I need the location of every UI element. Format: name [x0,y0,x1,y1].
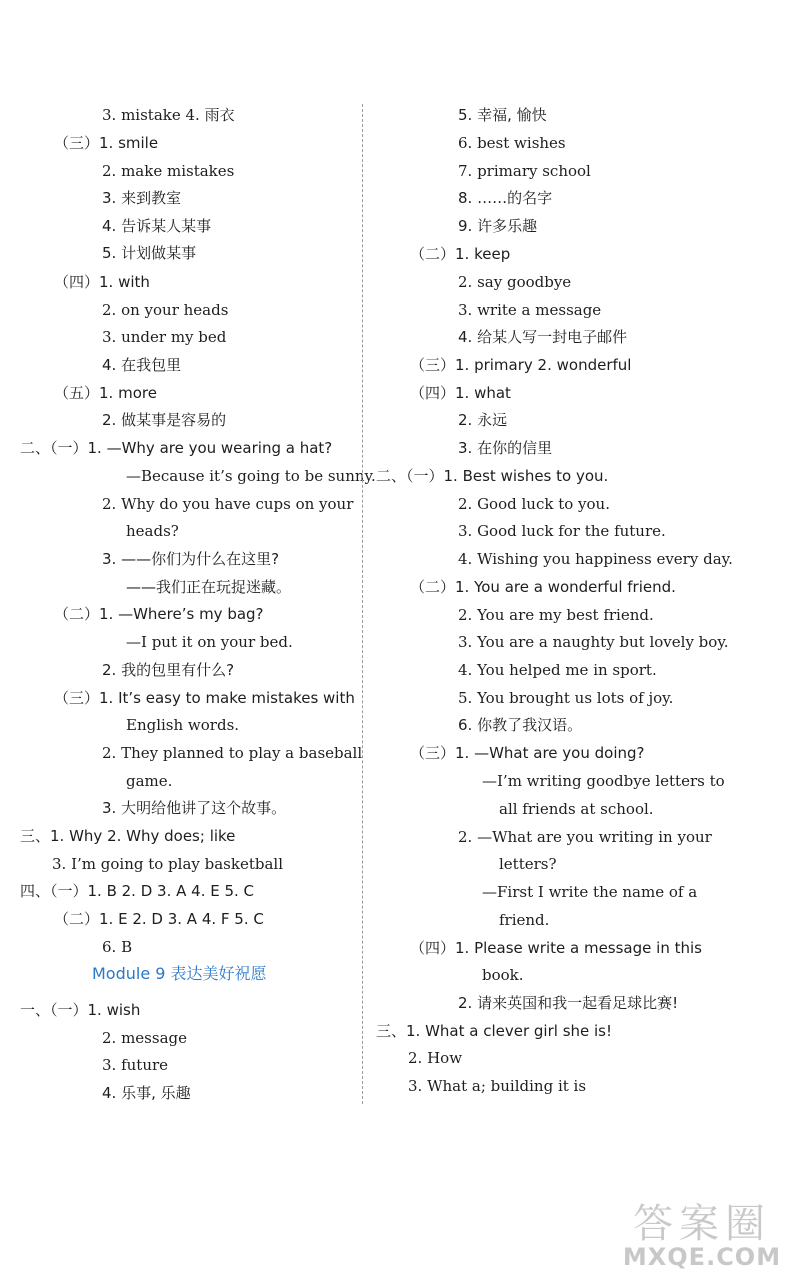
answer-line: （三）1. It’s easy to make mistakes with [54,689,355,707]
answer-line: —I’m writing goodbye letters to [482,772,725,790]
answer-line: 5. You brought us lots of joy. [458,689,674,707]
answer-line: 2. message [102,1029,187,1047]
answer-line: game. [126,772,173,790]
answer-line: friend. [499,911,550,929]
answer-line: （二）1. You are a wonderful friend. [410,578,676,596]
answer-line: 6. B [102,938,133,956]
answer-line: English words. [126,716,240,734]
answer-line: —First I write the name of a [482,883,698,901]
answer-line: 4. 乐事, 乐趣 [102,1084,191,1102]
answer-line: （三）1. —What are you doing? [410,744,645,762]
answer-line: 2. You are my best friend. [458,606,654,624]
answer-line: （五）1. more [54,384,157,402]
answer-line: 6. best wishes [458,134,566,152]
watermark-logo [602,1202,802,1272]
answer-line: 4. 在我包里 [102,356,182,374]
answer-line: 9. 许多乐趣 [458,217,538,235]
answer-line: 6. 你教了我汉语。 [458,716,583,734]
answer-line: 2. 请来英国和我一起看足球比赛! [458,994,679,1012]
answer-line: all friends at school. [499,800,654,818]
answer-line: 3. You are a naughty but lovely boy. [458,633,729,651]
answer-line: （二）1. —Where’s my bag? [54,605,264,623]
answer-line: 2. say goodbye [458,273,572,291]
answer-line: （二）1. keep [410,245,511,263]
watermark-text-bottom: MXQE.COM [622,1243,782,1271]
answer-line: 三、1. Why 2. Why does; like [20,827,236,845]
answer-line: 4. 告诉某人某事 [102,217,212,235]
answer-line: 3. under my bed [102,328,227,346]
answer-line: 3. write a message [458,301,602,319]
answer-line: 2. —What are you writing in your [458,828,712,846]
answer-line: （四）1. with [54,273,150,291]
answer-line: （三）1. primary 2. wonderful [410,356,632,374]
answer-line: 3. 来到教室 [102,189,182,207]
answer-line: 3. ——你们为什么在这里? [102,550,280,568]
answer-line: —Because it’s going to be sunny. [126,467,376,485]
answer-line: （四）1. Please write a message in this [410,939,702,957]
answer-line: 2. 永远 [458,411,508,429]
answer-line: 4. Wishing you happiness every day. [458,550,733,568]
answer-line: 三、1. What a clever girl she is! [376,1022,613,1040]
answer-line: 3. Good luck for the future. [458,522,666,540]
answer-line: 4. 给某人写一封电子邮件 [458,328,628,346]
answer-line: 8. ……的名字 [458,189,553,207]
answer-line: 7. primary school [458,162,591,180]
answer-line: 2. 做某事是容易的 [102,411,227,429]
answer-line: 5. 计划做某事 [102,244,197,262]
answer-line: ——我们正在玩捉迷藏。 [126,578,292,596]
answer-line: book. [482,966,524,984]
answer-line: 3. 在你的信里 [458,439,553,457]
answer-line: （二）1. E 2. D 3. A 4. F 5. C [54,910,264,928]
answer-line: 二、（一）1. —Why are you wearing a hat? [20,439,333,457]
answer-line: heads? [126,522,179,540]
module-heading: Module 9 表达美好祝愿 [92,964,267,983]
answer-line: 一、（一）1. wish [20,1001,141,1019]
answer-line: letters? [499,855,557,873]
answer-line: 2. make mistakes [102,162,235,180]
answer-line: 2. on your heads [102,301,229,319]
answer-line: （三）1. smile [54,134,159,152]
answer-line: 2. How [408,1049,463,1067]
answer-line: 2. They planned to play a baseball [102,744,363,762]
answer-line: 4. You helped me in sport. [458,661,657,679]
answer-line: 5. 幸福, 愉快 [458,106,547,124]
answer-line: 3. I’m going to play basketball [52,855,284,873]
answer-line: 3. mistake 4. 雨衣 [102,106,235,124]
answer-line: 2. Good luck to you. [458,495,610,513]
answer-line: （四）1. what [410,384,511,402]
answer-line: 3. What a; building it is [408,1077,587,1095]
answer-line: 四、（一）1. B 2. D 3. A 4. E 5. C [20,882,255,900]
answer-line: 3. future [102,1056,169,1074]
answer-line: 3. 大明给他讲了这个故事。 [102,799,287,817]
answer-line: 2. Why do you have cups on your [102,495,354,513]
answer-line: —I put it on your bed. [126,633,293,651]
answer-line: 二、（一）1. Best wishes to you. [376,467,609,485]
answer-line: 2. 我的包里有什么? [102,661,235,679]
watermark-text-top: 答案圈 [633,1201,771,1247]
